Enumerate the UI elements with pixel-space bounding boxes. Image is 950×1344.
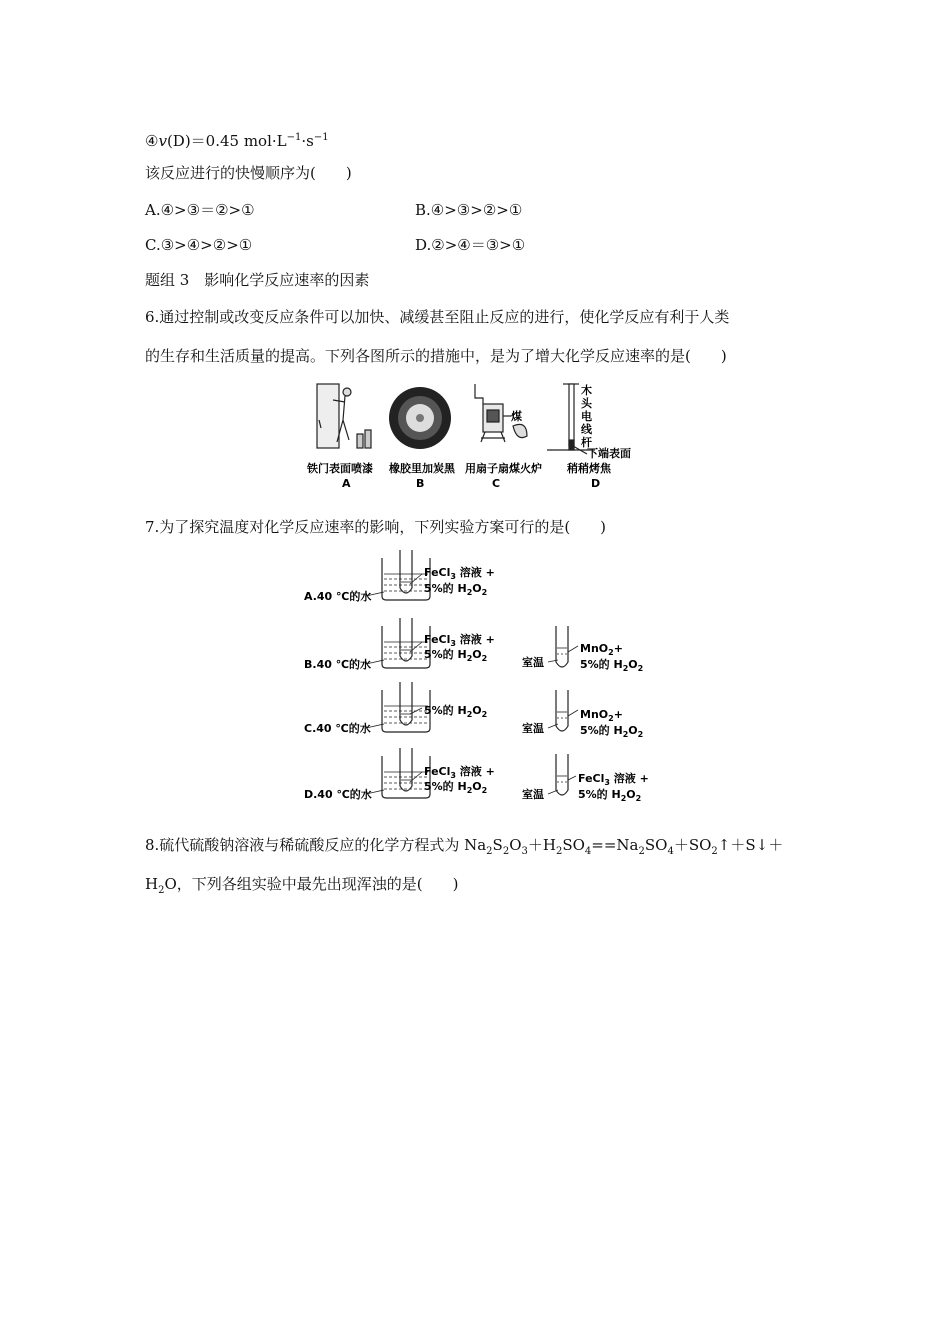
row-d-reagent-2: 5%的 $H_2O_2$ (424, 780, 488, 795)
fig-d-label-1: 木 (581, 384, 592, 397)
fig-b-letter: B (416, 477, 425, 490)
q5-option-a: A.④>③＝②>① (145, 201, 255, 219)
row-d-reagent-1: FeCl$_3$ 溶液 + (424, 765, 495, 780)
row-d-reagent-4: 5%的 $H_2O_2$ (578, 788, 642, 803)
q5-item4: ④v(D)＝0.45 $mol\cdot L^{-1}\cdot s^{-1}$ (145, 132, 329, 150)
q6-line1: 6.通过控制或改变反应条件可以加快、减缓甚至阻止反应的进行，使化学反应有利于人类 (145, 308, 730, 326)
row-c-beaker (382, 682, 430, 732)
row-b-reagent-1: FeCl$_3$ 溶液 + (424, 633, 495, 648)
row-a-reagent-1: FeCl$_3$ 溶液 + (424, 566, 495, 581)
row-d-tube (556, 754, 568, 795)
row-d-beaker (382, 748, 430, 798)
row-b-reagent-2: 5%的 $H_2O_2$ (424, 648, 488, 663)
row-b-beaker (382, 618, 430, 668)
row-b-reagent-3: MnO$_2$+ (580, 642, 623, 657)
fig-b-tire (389, 387, 451, 449)
fig-a-caption: 铁门表面喷漆 (307, 462, 373, 475)
q5-option-d: D.②>④＝③>① (415, 236, 526, 254)
row-c-reagent-3: 5%的 $H_2O_2$ (580, 724, 644, 739)
row-a-reagent-2: 5%的 $H_2O_2$ (424, 582, 488, 597)
fig-d-bottom-label: 下端表面 (587, 447, 631, 460)
row-b-water-label: B.40 ℃的水 (304, 658, 372, 671)
q5-stem: 该反应进行的快慢顺序为( ) (145, 164, 352, 182)
fig-a-letter: A (342, 477, 351, 490)
row-a-beaker (382, 550, 430, 600)
row-b-tube (556, 626, 568, 667)
q6-figure (305, 380, 650, 492)
row-c-room-temp: 室温 (522, 722, 544, 735)
fig-d-label-2: 头 (581, 397, 592, 410)
row-c-reagent-2: MnO$_2$+ (580, 708, 623, 723)
q5-option-c: C.③>④>②>① (145, 236, 253, 254)
row-d-room-temp: 室温 (522, 788, 544, 801)
fig-d-label-5: 杆 (581, 436, 592, 449)
row-b-reagent-4: 5%的 $H_2O_2$ (580, 658, 644, 673)
fig-b-caption: 橡胶里加炭黑 (389, 462, 455, 475)
row-d-reagent-3: FeCl$_3$ 溶液 + (578, 772, 649, 787)
fig-c-coal-label: 煤 (511, 410, 522, 423)
row-d-water-label: D.40 ℃的水 (304, 788, 372, 801)
fig-d-label-3: 电 (581, 410, 592, 423)
fig-a-painter (317, 384, 371, 448)
q6-line2: 的生存和生活质量的提高。下列各图所示的措施中，是为了增大化学反应速率的是( ) (145, 347, 727, 365)
row-b-room-temp: 室温 (522, 656, 544, 669)
row-c-water-label: C.40 ℃的水 (304, 722, 371, 735)
group3-heading: 题组 3 影响化学反应速率的因素 (145, 271, 370, 289)
fig-c-caption: 用扇子扇煤火炉 (465, 462, 542, 475)
q8-line2: $H_2O$，下列各组实验中最先出现浑浊的是( ) (145, 875, 459, 896)
q5-option-b: B.④>③>②>① (415, 201, 523, 219)
q7-stem: 7.为了探究温度对化学反应速率的影响，下列实验方案可行的是( ) (145, 518, 607, 536)
q8-line1: 8.硫代硫酸钠溶液与稀硫酸反应的化学方程式为 $Na_2S_2O_3+H_2SO_4==Na_2SO_4+SO_2↑+S↓+$ (145, 836, 784, 857)
fig-d-caption: 稍稍烤焦 (567, 462, 611, 475)
row-c-tube (556, 690, 568, 731)
row-a-water-label: A.40 ℃的水 (304, 590, 372, 603)
fig-d-label-4: 线 (581, 423, 592, 436)
q7-figure (300, 548, 650, 810)
row-c-reagent-1: 5%的 $H_2O_2$ (424, 704, 488, 719)
fig-c-letter: C (492, 477, 501, 490)
fig-d-letter: D (591, 477, 601, 490)
